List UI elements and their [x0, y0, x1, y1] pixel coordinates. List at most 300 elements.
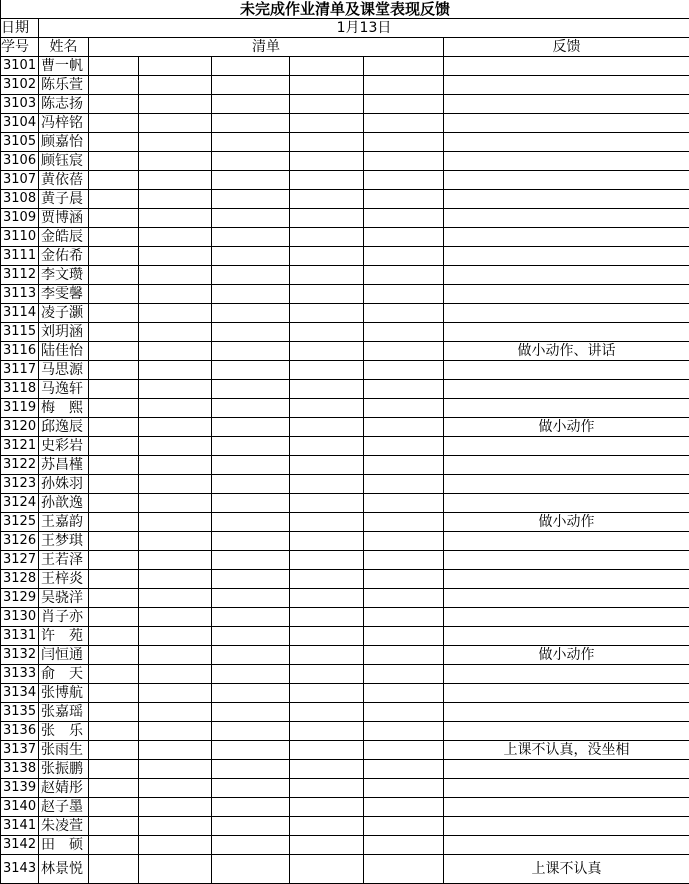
- student-id-cell[interactable]: 3138: [1, 760, 39, 779]
- homework-list-cell[interactable]: [364, 646, 444, 665]
- homework-list-cell[interactable]: [212, 779, 290, 798]
- homework-list-cell[interactable]: [139, 589, 212, 608]
- student-id-cell[interactable]: 3129: [1, 589, 39, 608]
- feedback-cell[interactable]: [444, 627, 689, 646]
- homework-list-cell[interactable]: [290, 817, 364, 836]
- student-id-cell[interactable]: 3112: [1, 266, 39, 285]
- homework-list-cell[interactable]: [89, 589, 139, 608]
- feedback-cell[interactable]: [444, 475, 689, 494]
- homework-list-cell[interactable]: [139, 494, 212, 513]
- student-id-cell[interactable]: 3107: [1, 171, 39, 190]
- homework-list-cell[interactable]: [139, 855, 212, 884]
- homework-list-cell[interactable]: [89, 228, 139, 247]
- homework-list-cell[interactable]: [212, 171, 290, 190]
- homework-list-cell[interactable]: [212, 494, 290, 513]
- homework-list-cell[interactable]: [89, 817, 139, 836]
- student-id-cell[interactable]: 3142: [1, 836, 39, 855]
- homework-list-cell[interactable]: [212, 399, 290, 418]
- homework-list-cell[interactable]: [290, 456, 364, 475]
- homework-list-cell[interactable]: [364, 608, 444, 627]
- homework-list-cell[interactable]: [212, 570, 290, 589]
- homework-list-cell[interactable]: [89, 855, 139, 884]
- homework-list-cell[interactable]: [364, 171, 444, 190]
- homework-list-cell[interactable]: [139, 399, 212, 418]
- student-name-cell[interactable]: 肖子亦: [39, 608, 89, 627]
- homework-list-cell[interactable]: [139, 646, 212, 665]
- student-id-cell[interactable]: 3140: [1, 798, 39, 817]
- homework-list-cell[interactable]: [364, 323, 444, 342]
- homework-list-cell[interactable]: [89, 399, 139, 418]
- homework-list-cell[interactable]: [89, 494, 139, 513]
- homework-list-cell[interactable]: [364, 836, 444, 855]
- homework-list-cell[interactable]: [212, 304, 290, 323]
- homework-list-cell[interactable]: [139, 285, 212, 304]
- homework-list-cell[interactable]: [139, 304, 212, 323]
- student-id-cell[interactable]: 3114: [1, 304, 39, 323]
- homework-list-cell[interactable]: [212, 646, 290, 665]
- homework-list-cell[interactable]: [364, 798, 444, 817]
- student-id-cell[interactable]: 3139: [1, 779, 39, 798]
- student-name-cell[interactable]: 李文瓒: [39, 266, 89, 285]
- student-id-cell[interactable]: 3130: [1, 608, 39, 627]
- feedback-cell[interactable]: [444, 494, 689, 513]
- homework-list-cell[interactable]: [89, 551, 139, 570]
- feedback-cell[interactable]: [444, 323, 689, 342]
- homework-list-cell[interactable]: [139, 513, 212, 532]
- student-id-cell[interactable]: 3110: [1, 228, 39, 247]
- homework-list-cell[interactable]: [290, 665, 364, 684]
- homework-list-cell[interactable]: [139, 209, 212, 228]
- feedback-cell[interactable]: [444, 95, 689, 114]
- student-id-cell[interactable]: 3136: [1, 722, 39, 741]
- student-name-cell[interactable]: 陈乐萱: [39, 76, 89, 95]
- homework-list-cell[interactable]: [139, 361, 212, 380]
- feedback-cell[interactable]: [444, 589, 689, 608]
- feedback-cell[interactable]: [444, 247, 689, 266]
- homework-list-cell[interactable]: [89, 285, 139, 304]
- homework-list-cell[interactable]: [290, 722, 364, 741]
- student-id-cell[interactable]: 3115: [1, 323, 39, 342]
- homework-list-cell[interactable]: [89, 57, 139, 76]
- homework-list-cell[interactable]: [364, 114, 444, 133]
- homework-list-cell[interactable]: [89, 836, 139, 855]
- homework-list-cell[interactable]: [139, 342, 212, 361]
- homework-list-cell[interactable]: [139, 323, 212, 342]
- homework-list-cell[interactable]: [139, 190, 212, 209]
- homework-list-cell[interactable]: [290, 323, 364, 342]
- student-name-cell[interactable]: 金佑希: [39, 247, 89, 266]
- homework-list-cell[interactable]: [290, 95, 364, 114]
- student-id-cell[interactable]: 3121: [1, 437, 39, 456]
- student-name-cell[interactable]: 顾嘉怡: [39, 133, 89, 152]
- homework-list-cell[interactable]: [212, 190, 290, 209]
- student-name-cell[interactable]: 赵婧彤: [39, 779, 89, 798]
- homework-list-cell[interactable]: [139, 722, 212, 741]
- homework-list-cell[interactable]: [364, 380, 444, 399]
- homework-list-cell[interactable]: [139, 380, 212, 399]
- homework-list-cell[interactable]: [290, 228, 364, 247]
- homework-list-cell[interactable]: [364, 684, 444, 703]
- homework-list-cell[interactable]: [139, 266, 212, 285]
- homework-list-cell[interactable]: [89, 304, 139, 323]
- feedback-cell[interactable]: [444, 57, 689, 76]
- homework-list-cell[interactable]: [89, 456, 139, 475]
- homework-list-cell[interactable]: [212, 627, 290, 646]
- homework-list-cell[interactable]: [290, 513, 364, 532]
- homework-list-cell[interactable]: [139, 665, 212, 684]
- homework-list-cell[interactable]: [290, 361, 364, 380]
- feedback-cell[interactable]: [444, 361, 689, 380]
- student-name-cell[interactable]: 苏昌槿: [39, 456, 89, 475]
- homework-list-cell[interactable]: [290, 532, 364, 551]
- student-name-cell[interactable]: 吴骁洋: [39, 589, 89, 608]
- student-id-cell[interactable]: 3104: [1, 114, 39, 133]
- homework-list-cell[interactable]: [139, 570, 212, 589]
- student-id-cell[interactable]: 3105: [1, 133, 39, 152]
- feedback-cell[interactable]: [444, 190, 689, 209]
- student-name-cell[interactable]: 王梓炎: [39, 570, 89, 589]
- homework-list-cell[interactable]: [212, 266, 290, 285]
- feedback-cell[interactable]: 做小动作、讲话: [444, 342, 689, 361]
- student-id-cell[interactable]: 3143: [1, 855, 39, 884]
- homework-list-cell[interactable]: [364, 760, 444, 779]
- feedback-cell[interactable]: [444, 760, 689, 779]
- homework-list-cell[interactable]: [212, 475, 290, 494]
- homework-list-cell[interactable]: [89, 570, 139, 589]
- homework-list-cell[interactable]: [290, 760, 364, 779]
- homework-list-cell[interactable]: [89, 152, 139, 171]
- student-id-cell[interactable]: 3102: [1, 76, 39, 95]
- homework-list-cell[interactable]: [212, 323, 290, 342]
- homework-list-cell[interactable]: [89, 209, 139, 228]
- student-id-cell[interactable]: 3135: [1, 703, 39, 722]
- homework-list-cell[interactable]: [139, 703, 212, 722]
- homework-list-cell[interactable]: [290, 57, 364, 76]
- student-id-cell[interactable]: 3101: [1, 57, 39, 76]
- student-id-cell[interactable]: 3120: [1, 418, 39, 437]
- homework-list-cell[interactable]: [212, 532, 290, 551]
- homework-list-cell[interactable]: [89, 76, 139, 95]
- homework-list-cell[interactable]: [212, 608, 290, 627]
- homework-list-cell[interactable]: [89, 722, 139, 741]
- homework-list-cell[interactable]: [89, 665, 139, 684]
- homework-list-cell[interactable]: [139, 456, 212, 475]
- student-name-cell[interactable]: 张博航: [39, 684, 89, 703]
- homework-list-cell[interactable]: [139, 114, 212, 133]
- homework-list-cell[interactable]: [212, 836, 290, 855]
- feedback-cell[interactable]: [444, 551, 689, 570]
- homework-list-cell[interactable]: [212, 247, 290, 266]
- feedback-cell[interactable]: [444, 779, 689, 798]
- student-name-cell[interactable]: 梅 熙: [39, 399, 89, 418]
- homework-list-cell[interactable]: [212, 684, 290, 703]
- homework-list-cell[interactable]: [290, 551, 364, 570]
- homework-list-cell[interactable]: [212, 342, 290, 361]
- homework-list-cell[interactable]: [364, 779, 444, 798]
- homework-list-cell[interactable]: [290, 76, 364, 95]
- student-name-cell[interactable]: 陆佳怡: [39, 342, 89, 361]
- homework-list-cell[interactable]: [89, 513, 139, 532]
- homework-list-cell[interactable]: [89, 437, 139, 456]
- student-name-cell[interactable]: 黄子晨: [39, 190, 89, 209]
- student-id-cell[interactable]: 3127: [1, 551, 39, 570]
- student-id-cell[interactable]: 3116: [1, 342, 39, 361]
- homework-list-cell[interactable]: [212, 418, 290, 437]
- homework-list-cell[interactable]: [212, 456, 290, 475]
- homework-list-cell[interactable]: [89, 798, 139, 817]
- feedback-cell[interactable]: [444, 380, 689, 399]
- homework-list-cell[interactable]: [139, 817, 212, 836]
- homework-list-cell[interactable]: [89, 627, 139, 646]
- student-name-cell[interactable]: 冯梓铭: [39, 114, 89, 133]
- student-name-cell[interactable]: 田 硕: [39, 836, 89, 855]
- feedback-cell[interactable]: [444, 285, 689, 304]
- homework-list-cell[interactable]: [139, 57, 212, 76]
- student-id-cell[interactable]: 3132: [1, 646, 39, 665]
- homework-list-cell[interactable]: [364, 418, 444, 437]
- homework-list-cell[interactable]: [364, 57, 444, 76]
- feedback-cell[interactable]: [444, 304, 689, 323]
- homework-list-cell[interactable]: [139, 608, 212, 627]
- homework-list-cell[interactable]: [290, 285, 364, 304]
- feedback-cell[interactable]: 上课不认真: [444, 855, 689, 884]
- homework-list-cell[interactable]: [89, 95, 139, 114]
- homework-list-cell[interactable]: [364, 855, 444, 884]
- homework-list-cell[interactable]: [89, 779, 139, 798]
- homework-list-cell[interactable]: [212, 798, 290, 817]
- student-name-cell[interactable]: 许 苑: [39, 627, 89, 646]
- homework-list-cell[interactable]: [364, 304, 444, 323]
- student-name-cell[interactable]: 史彩岩: [39, 437, 89, 456]
- feedback-cell[interactable]: [444, 532, 689, 551]
- homework-list-cell[interactable]: [364, 589, 444, 608]
- student-name-cell[interactable]: 黄依蓓: [39, 171, 89, 190]
- homework-list-cell[interactable]: [89, 684, 139, 703]
- student-id-cell[interactable]: 3137: [1, 741, 39, 760]
- student-name-cell[interactable]: 闫恒通: [39, 646, 89, 665]
- date-value[interactable]: 1月13日: [39, 19, 689, 38]
- homework-list-cell[interactable]: [364, 437, 444, 456]
- homework-list-cell[interactable]: [290, 855, 364, 884]
- student-id-cell[interactable]: 3106: [1, 152, 39, 171]
- homework-list-cell[interactable]: [290, 114, 364, 133]
- student-name-cell[interactable]: 王嘉韵: [39, 513, 89, 532]
- homework-list-cell[interactable]: [364, 266, 444, 285]
- student-name-cell[interactable]: 凌子灏: [39, 304, 89, 323]
- homework-list-cell[interactable]: [212, 209, 290, 228]
- student-id-cell[interactable]: 3133: [1, 665, 39, 684]
- student-id-cell[interactable]: 3109: [1, 209, 39, 228]
- student-name-cell[interactable]: 朱凌萱: [39, 817, 89, 836]
- homework-list-cell[interactable]: [89, 532, 139, 551]
- homework-list-cell[interactable]: [89, 380, 139, 399]
- feedback-cell[interactable]: [444, 228, 689, 247]
- homework-list-cell[interactable]: [290, 342, 364, 361]
- homework-list-cell[interactable]: [364, 361, 444, 380]
- homework-list-cell[interactable]: [364, 532, 444, 551]
- homework-list-cell[interactable]: [139, 418, 212, 437]
- homework-list-cell[interactable]: [139, 475, 212, 494]
- homework-list-cell[interactable]: [89, 608, 139, 627]
- homework-list-cell[interactable]: [364, 475, 444, 494]
- feedback-cell[interactable]: [444, 665, 689, 684]
- homework-list-cell[interactable]: [89, 133, 139, 152]
- student-name-cell[interactable]: 马思源: [39, 361, 89, 380]
- homework-list-cell[interactable]: [212, 589, 290, 608]
- student-id-cell[interactable]: 3126: [1, 532, 39, 551]
- homework-list-cell[interactable]: [212, 760, 290, 779]
- homework-list-cell[interactable]: [89, 266, 139, 285]
- student-name-cell[interactable]: 孙姝羽: [39, 475, 89, 494]
- student-id-cell[interactable]: 3122: [1, 456, 39, 475]
- homework-list-cell[interactable]: [364, 817, 444, 836]
- homework-list-cell[interactable]: [139, 532, 212, 551]
- homework-list-cell[interactable]: [212, 513, 290, 532]
- homework-list-cell[interactable]: [212, 76, 290, 95]
- homework-list-cell[interactable]: [290, 646, 364, 665]
- student-name-cell[interactable]: 俞 天: [39, 665, 89, 684]
- homework-list-cell[interactable]: [290, 418, 364, 437]
- student-name-cell[interactable]: 邱逸辰: [39, 418, 89, 437]
- homework-list-cell[interactable]: [89, 741, 139, 760]
- homework-list-cell[interactable]: [139, 627, 212, 646]
- feedback-cell[interactable]: [444, 684, 689, 703]
- homework-list-cell[interactable]: [364, 627, 444, 646]
- homework-list-cell[interactable]: [290, 475, 364, 494]
- feedback-cell[interactable]: [444, 114, 689, 133]
- homework-list-cell[interactable]: [212, 665, 290, 684]
- feedback-cell[interactable]: [444, 152, 689, 171]
- homework-list-cell[interactable]: [364, 285, 444, 304]
- homework-list-cell[interactable]: [212, 133, 290, 152]
- homework-list-cell[interactable]: [212, 228, 290, 247]
- homework-list-cell[interactable]: [364, 665, 444, 684]
- feedback-cell[interactable]: 做小动作: [444, 418, 689, 437]
- student-id-cell[interactable]: 3103: [1, 95, 39, 114]
- feedback-cell[interactable]: [444, 608, 689, 627]
- homework-list-cell[interactable]: [364, 342, 444, 361]
- feedback-cell[interactable]: [444, 266, 689, 285]
- feedback-cell[interactable]: [444, 133, 689, 152]
- student-id-cell[interactable]: 3125: [1, 513, 39, 532]
- homework-list-cell[interactable]: [139, 684, 212, 703]
- homework-list-cell[interactable]: [364, 399, 444, 418]
- homework-list-cell[interactable]: [139, 779, 212, 798]
- homework-list-cell[interactable]: [290, 266, 364, 285]
- homework-list-cell[interactable]: [290, 608, 364, 627]
- homework-list-cell[interactable]: [290, 380, 364, 399]
- student-id-cell[interactable]: 3124: [1, 494, 39, 513]
- homework-list-cell[interactable]: [212, 551, 290, 570]
- homework-list-cell[interactable]: [89, 361, 139, 380]
- homework-list-cell[interactable]: [212, 361, 290, 380]
- homework-list-cell[interactable]: [290, 798, 364, 817]
- homework-list-cell[interactable]: [290, 589, 364, 608]
- feedback-cell[interactable]: [444, 798, 689, 817]
- homework-list-cell[interactable]: [364, 551, 444, 570]
- homework-list-cell[interactable]: [364, 494, 444, 513]
- student-name-cell[interactable]: 张 乐: [39, 722, 89, 741]
- homework-list-cell[interactable]: [139, 228, 212, 247]
- homework-list-cell[interactable]: [290, 494, 364, 513]
- homework-list-cell[interactable]: [364, 456, 444, 475]
- homework-list-cell[interactable]: [212, 855, 290, 884]
- feedback-cell[interactable]: [444, 817, 689, 836]
- homework-list-cell[interactable]: [212, 95, 290, 114]
- student-id-cell[interactable]: 3123: [1, 475, 39, 494]
- student-name-cell[interactable]: 张嘉瑶: [39, 703, 89, 722]
- homework-list-cell[interactable]: [212, 703, 290, 722]
- homework-list-cell[interactable]: [290, 570, 364, 589]
- homework-list-cell[interactable]: [139, 836, 212, 855]
- homework-list-cell[interactable]: [290, 133, 364, 152]
- homework-list-cell[interactable]: [89, 114, 139, 133]
- homework-list-cell[interactable]: [290, 684, 364, 703]
- homework-list-cell[interactable]: [364, 152, 444, 171]
- feedback-cell[interactable]: [444, 171, 689, 190]
- homework-list-cell[interactable]: [364, 76, 444, 95]
- homework-list-cell[interactable]: [139, 152, 212, 171]
- student-name-cell[interactable]: 李雯馨: [39, 285, 89, 304]
- feedback-cell[interactable]: 做小动作: [444, 513, 689, 532]
- feedback-cell[interactable]: [444, 836, 689, 855]
- student-name-cell[interactable]: 张振鹏: [39, 760, 89, 779]
- student-name-cell[interactable]: 陈志扬: [39, 95, 89, 114]
- homework-list-cell[interactable]: [139, 741, 212, 760]
- feedback-cell[interactable]: [444, 437, 689, 456]
- student-name-cell[interactable]: 孙歆逸: [39, 494, 89, 513]
- homework-list-cell[interactable]: [290, 152, 364, 171]
- feedback-cell[interactable]: [444, 570, 689, 589]
- student-name-cell[interactable]: 王梦琪: [39, 532, 89, 551]
- homework-list-cell[interactable]: [212, 114, 290, 133]
- homework-list-cell[interactable]: [290, 190, 364, 209]
- homework-list-cell[interactable]: [364, 209, 444, 228]
- student-name-cell[interactable]: 贾博涵: [39, 209, 89, 228]
- student-id-cell[interactable]: 3131: [1, 627, 39, 646]
- homework-list-cell[interactable]: [364, 228, 444, 247]
- homework-list-cell[interactable]: [212, 57, 290, 76]
- homework-list-cell[interactable]: [364, 741, 444, 760]
- feedback-cell[interactable]: [444, 703, 689, 722]
- feedback-cell[interactable]: 上课不认真，没坐相: [444, 741, 689, 760]
- student-name-cell[interactable]: 王若泽: [39, 551, 89, 570]
- homework-list-cell[interactable]: [364, 513, 444, 532]
- homework-list-cell[interactable]: [290, 703, 364, 722]
- homework-list-cell[interactable]: [364, 722, 444, 741]
- homework-list-cell[interactable]: [290, 741, 364, 760]
- homework-list-cell[interactable]: [290, 437, 364, 456]
- student-id-cell[interactable]: 3111: [1, 247, 39, 266]
- feedback-cell[interactable]: [444, 456, 689, 475]
- homework-list-cell[interactable]: [212, 152, 290, 171]
- homework-list-cell[interactable]: [89, 703, 139, 722]
- homework-list-cell[interactable]: [89, 418, 139, 437]
- homework-list-cell[interactable]: [139, 760, 212, 779]
- homework-list-cell[interactable]: [212, 285, 290, 304]
- homework-list-cell[interactable]: [364, 703, 444, 722]
- homework-list-cell[interactable]: [89, 171, 139, 190]
- homework-list-cell[interactable]: [212, 437, 290, 456]
- homework-list-cell[interactable]: [290, 627, 364, 646]
- student-name-cell[interactable]: 金皓辰: [39, 228, 89, 247]
- feedback-cell[interactable]: [444, 76, 689, 95]
- homework-list-cell[interactable]: [290, 247, 364, 266]
- homework-list-cell[interactable]: [89, 323, 139, 342]
- student-id-cell[interactable]: 3141: [1, 817, 39, 836]
- homework-list-cell[interactable]: [290, 171, 364, 190]
- homework-list-cell[interactable]: [89, 475, 139, 494]
